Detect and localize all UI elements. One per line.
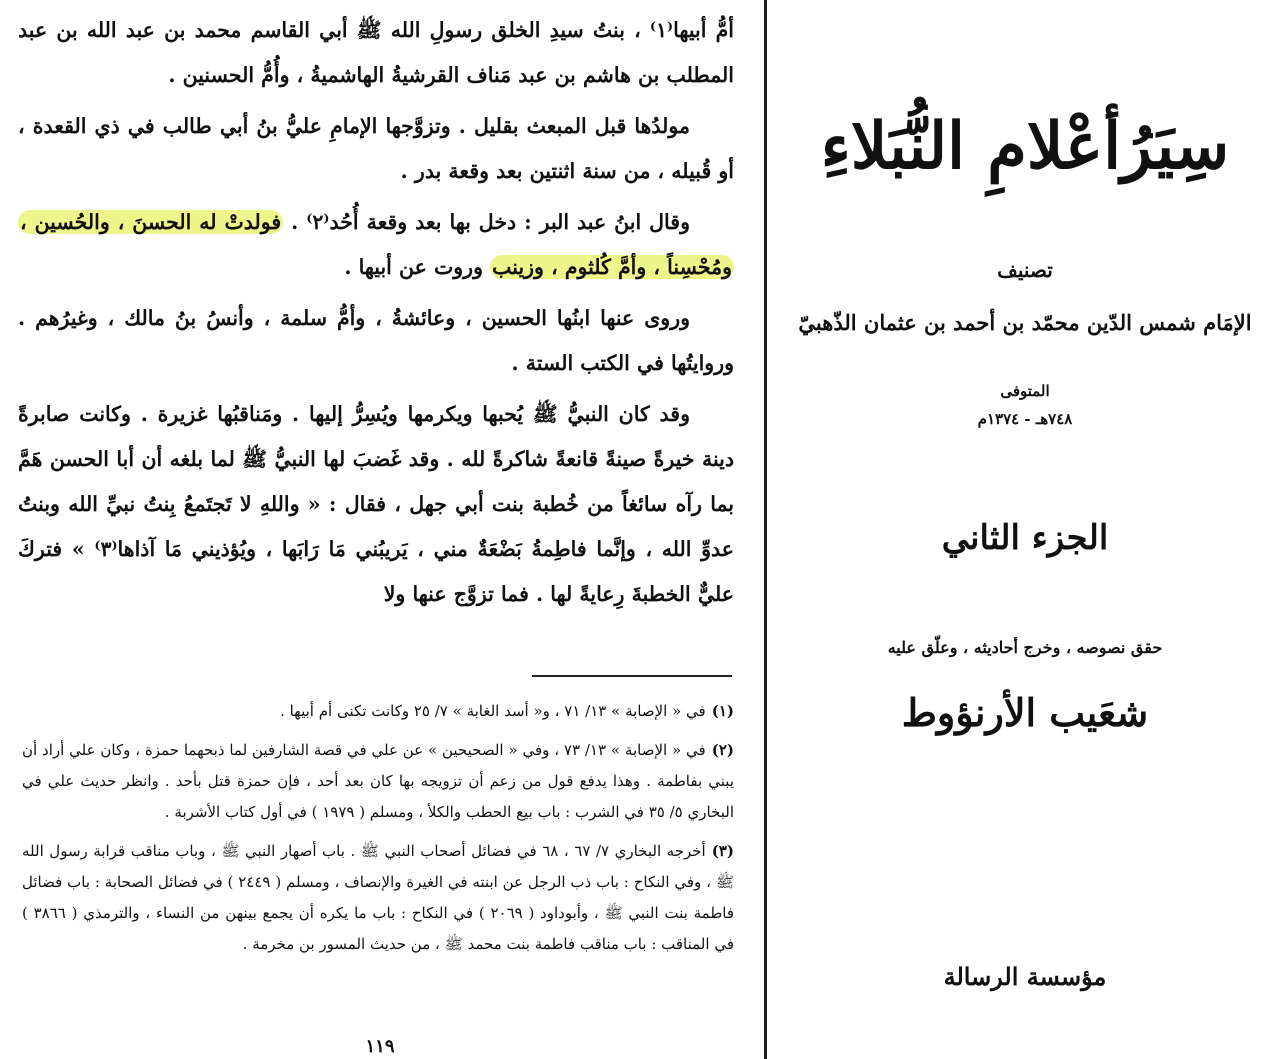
paragraph-text: وقال ابنُ عبد البر : دخل بها بعد وقعة أُحُد⁽٢⁾ . (283, 210, 690, 234)
title-page (770, 0, 1280, 1059)
footnote-text: في « الإصابة » ١٣/ ٧٣ ، وفي « الصحيحين » عن علي في قصة الشارفين لما ذبحهما حمزة ، وكان علي أراد أن يبني بفاطمة . وهذا يدفع قول من زعم أن تزويجه بها كان بعد أحد ، فإن حمزة قتل بأحد . وانظر حديث علي في البخاري ٥/ ٣٥ في الشرب : باب بيع الحطب والكلأ ، ومسلم ( ١٩٧٩ ) في أول كتاب الأشربة . (22, 741, 734, 821)
footnote (22, 696, 734, 727)
footnote (22, 836, 734, 960)
highlighted-text: فولدتْ له الحسنَ ، والحُسين ، ومُحْسِناً ، وأمَّ كُلثوم ، وزينب (20, 210, 732, 279)
paragraph-text: وقد كان النبيُّ ﷺ يُحبها ويكرمها ويُسِرُّ إليها . ومَناقبُها غزيرة . وكانت صابرةً دينة خيرةً صينةً قانعةً شاكرةً لله . وقد غَضبَ لها النبيُّ ﷺ لما بلغه أن أبا الحسن هَمَّ بما رآه سائغاً من خُطبة بنت أبي جهل ، فقال : « واللهِ لا تَجتَمعُ بِنتُ نبيِّ الله وبنتُ عدوِّ الله ، وإنَّما فاطِمةُ بَضْعَةٌ مني ، يَريبُني مَا رَابَها ، ويُؤذيني مَا آذاها⁽٣⁾ » فتركَ عليٌّ الخطبةَ رِعايةً لها . فما تزوَّج عنها ولا (18, 402, 734, 606)
footnote-text: في « الإصابة » ١٣/ ٧١ ، و« أسد الغابة » ٧/ ٢٥ وكانت تكنى أم أبيها . (280, 702, 706, 720)
paragraph-text: وروى عنها ابنُها الحسين ، وعائشةُ ، وأمُّ سلمة ، وأنسُ بنُ مالك ، وغيرُهم . وروايتُها في الكتب الستة . (18, 306, 734, 375)
subtitle-label: تصنيف (997, 258, 1053, 282)
body-paragraph (18, 104, 734, 194)
author-name: الإمَام شمس الدّين محمّد بن أحمد بن عثمان الذّهبيّ (798, 310, 1252, 335)
book-title: سِيَرُأعْلامِ النُّبَلاءِ (820, 109, 1230, 184)
paragraph-text: وروت عن أبيها . (344, 255, 491, 279)
died-dates: ٧٤٨هـ - ١٣٧٤م (977, 410, 1073, 428)
page-divider (764, 0, 767, 1059)
paragraph-text: مولدُها قبل المبعث بقليل . وتزوَّجها الإمامِ عليُّ بنُ أبي طالب في ذي القعدة ، أو قُبيله ، من سنة اثنتين بعد وقعة بدر . (18, 114, 734, 183)
body-text (18, 8, 734, 623)
footnotes (22, 696, 734, 968)
died-label: المتوفى (1000, 382, 1050, 400)
body-paragraph (18, 200, 734, 290)
footnote-separator (532, 675, 732, 677)
paragraph-text: أمُّ أبيها⁽١⁾ ، بنتُ سيدِ الخلق رسولِ الله ﷺ أبي القاسم محمد بن عبد الله بن عبد المطلب بن هاشم بن عبد مَناف القرشيةُ الهاشميةُ ، وأُمُّ الحسنين . (18, 18, 734, 87)
footnote-number: (١) (711, 702, 734, 720)
editor-name: شعَيب الأرنؤوط (901, 690, 1149, 735)
body-paragraph (18, 392, 734, 617)
footnote (22, 735, 734, 828)
body-paragraph (18, 8, 734, 98)
footnote-number: (٢) (711, 741, 734, 759)
footnote-number: (٣) (711, 842, 734, 860)
page-number: ١١٩ (365, 1036, 395, 1057)
footnote-text: أخرجه البخاري ٧/ ٦٧ ، ٦٨ في فضائل أصحاب النبي ﷺ . باب أصهار النبي ﷺ ، وباب مناقب قرابة رسول الله ﷺ ، وفي النكاح : باب ذب الرجل عن ابنته في الغيرة والإنصاف ، ومسلم ( ٢٤٤٩ ) في فضائل الصحابة : باب فضائل فاطمة بنت النبي ﷺ ، وأبوداود ( ٢٠٦٩ ) في النكاح : باب ما يكره أن يجمع بينهن من النساء ، والترمذي ( ٣٨٦٦ ) في المناقب : باب مناقب فاطمة بنت محمد ﷺ ، من حديث المسور بن مخرمة . (22, 842, 734, 953)
volume-label: الجزء الثاني (941, 518, 1109, 558)
publisher-name: مؤسسة الرسالة (943, 962, 1107, 991)
editor-note: حقق نصوصه ، وخرج أحاديثه ، وعلّق عليه (887, 638, 1163, 657)
body-paragraph (18, 296, 734, 386)
